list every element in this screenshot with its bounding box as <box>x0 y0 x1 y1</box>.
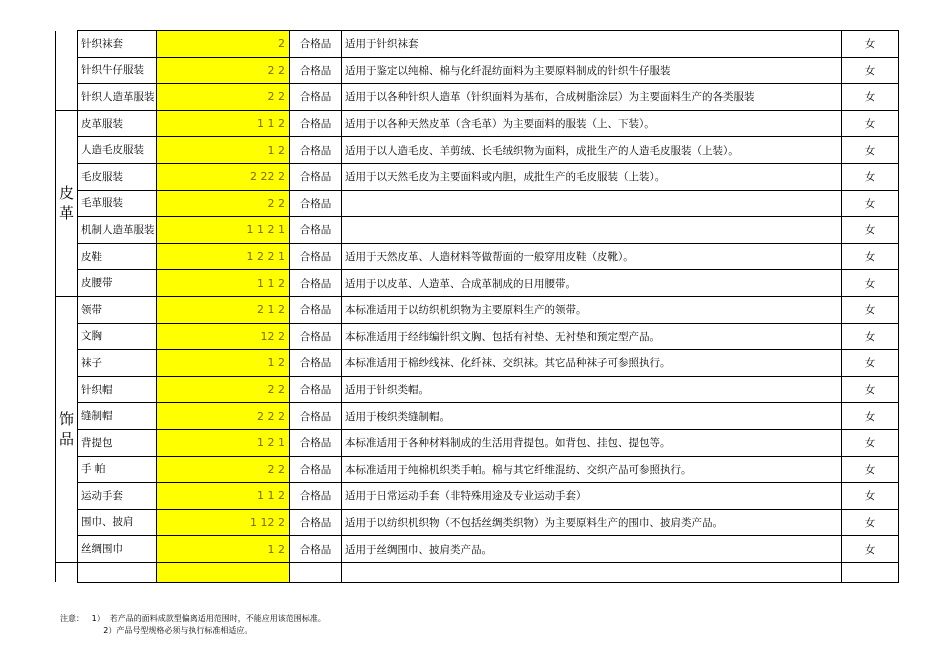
gender-cell: 女 <box>842 483 899 510</box>
quality-grade: 合格品 <box>290 243 342 270</box>
table-row <box>56 323 899 350</box>
table-row <box>56 217 899 244</box>
spec-codes: 1 2 <box>157 536 290 563</box>
applicable-scope: 本标准适用于棉纱线袜、化纤袜、交织袜。其它品种袜子可参照执行。 <box>342 350 842 377</box>
quality-grade: 合格品 <box>290 323 342 350</box>
table-row <box>56 137 899 164</box>
gender-cell: 女 <box>842 323 899 350</box>
gender-cell: 女 <box>842 429 899 456</box>
category-label: 饰品 <box>56 296 78 562</box>
gender-cell: 女 <box>842 296 899 323</box>
table-row <box>56 403 899 430</box>
table-row <box>56 31 899 58</box>
gender-cell: 女 <box>842 110 899 137</box>
gender-cell: 女 <box>842 190 899 217</box>
product-name: 运动手套 <box>78 483 157 510</box>
applicable-scope: 适用于天然皮革、人造材料等做帮面的一般穿用皮鞋（皮靴）。 <box>342 243 842 270</box>
gender-cell: 女 <box>842 536 899 563</box>
table-row <box>56 536 899 563</box>
product-name: 皮革服装 <box>78 110 157 137</box>
quality-grade: 合格品 <box>290 376 342 403</box>
footnote-1: 注意： 1） 若产品的面料成款型偏离适用范围时，不能应用该范围标准。 <box>60 614 326 623</box>
category-label: 皮革 <box>56 110 78 296</box>
spec-codes: 2 1 2 <box>157 296 290 323</box>
product-name: 领带 <box>78 296 157 323</box>
product-name: 毛革服装 <box>78 190 157 217</box>
spec-codes: 2 2 <box>157 57 290 84</box>
gender-cell: 女 <box>842 376 899 403</box>
product-name: 丝绸围巾 <box>78 536 157 563</box>
applicable-scope: 本标准适用于纯棉机织类手帕。棉与其它纤维混纺、交织产品可参照执行。 <box>342 456 842 483</box>
quality-grade: 合格品 <box>290 509 342 536</box>
spec-codes: 2 2 <box>157 456 290 483</box>
product-name: 针织帽 <box>78 376 157 403</box>
table-row <box>56 57 899 84</box>
applicable-scope: 适用于针织类帽。 <box>342 376 842 403</box>
gender-cell: 女 <box>842 350 899 377</box>
applicable-scope: 适用于以各种天然皮革（含毛革）为主要面料的服装（上、下装）。 <box>342 110 842 137</box>
spec-codes: 1 2 <box>157 137 290 164</box>
applicable-scope: 本标准适用于各种材料制成的生活用背提包。如背包、挂包、提包等。 <box>342 429 842 456</box>
quality-grade: 合格品 <box>290 296 342 323</box>
product-name: 缝制帽 <box>78 403 157 430</box>
applicable-scope: 适用于针织袜套 <box>342 31 842 58</box>
applicable-scope: 本标准适用于以纺织机织物为主要原料生产的领带。 <box>342 296 842 323</box>
table-row <box>56 429 899 456</box>
quality-grade: 合格品 <box>290 456 342 483</box>
product-name: 围巾、披肩 <box>78 509 157 536</box>
quality-grade: 合格品 <box>290 190 342 217</box>
spec-codes: 12 2 <box>157 323 290 350</box>
spec-codes: 1 1 2 <box>157 270 290 297</box>
quality-grade: 合格品 <box>290 217 342 244</box>
table-row <box>56 110 899 137</box>
gender-cell: 女 <box>842 217 899 244</box>
gender-cell: 女 <box>842 57 899 84</box>
applicable-scope: 适用于以人造毛皮、羊剪绒、长毛绒织物为面料，成批生产的人造毛皮服装（上装）。 <box>342 137 842 164</box>
spec-codes: 1 1 2 1 <box>157 217 290 244</box>
gender-cell: 女 <box>842 243 899 270</box>
table-row <box>56 296 899 323</box>
quality-grade: 合格品 <box>290 536 342 563</box>
blank-cell <box>342 562 842 582</box>
gender-cell: 女 <box>842 31 899 58</box>
product-name: 皮腰带 <box>78 270 157 297</box>
applicable-scope: 适用于梭织类缝制帽。 <box>342 403 842 430</box>
product-name: 皮鞋 <box>78 243 157 270</box>
quality-grade: 合格品 <box>290 31 342 58</box>
product-name: 针织牛仔服装 <box>78 57 157 84</box>
spec-codes: 1 12 2 <box>157 509 290 536</box>
product-name: 机制人造革服装 <box>78 217 157 244</box>
gender-cell: 女 <box>842 403 899 430</box>
applicable-scope: 适用于以各种针织人造革（针织面料为基布，合成树脂涂层）为主要面料生产的各类服装 <box>342 84 842 111</box>
spec-codes: 2 2 <box>157 190 290 217</box>
product-name: 针织袜套 <box>78 31 157 58</box>
category-blank <box>56 57 78 84</box>
table-row <box>56 84 899 111</box>
blank-row <box>56 562 899 582</box>
quality-grade: 合格品 <box>290 84 342 111</box>
applicable-scope <box>342 217 842 244</box>
gender-cell: 女 <box>842 509 899 536</box>
table-row <box>56 350 899 377</box>
gender-cell: 女 <box>842 137 899 164</box>
applicable-scope: 适用于日常运动手套（非特殊用途及专业运动手套） <box>342 483 842 510</box>
spec-codes: 1 2 1 <box>157 429 290 456</box>
quality-grade: 合格品 <box>290 57 342 84</box>
gender-cell: 女 <box>842 84 899 111</box>
applicable-scope: 适用于以天然毛皮为主要面料或内胆，成批生产的毛皮服装（上装）。 <box>342 163 842 190</box>
applicable-scope: 适用于丝绸围巾、披肩类产品。 <box>342 536 842 563</box>
spec-codes: 1 1 2 <box>157 110 290 137</box>
applicable-scope <box>342 190 842 217</box>
quality-grade: 合格品 <box>290 350 342 377</box>
blank-cell <box>78 562 157 582</box>
table-row <box>56 163 899 190</box>
table-row <box>56 376 899 403</box>
quality-grade: 合格品 <box>290 163 342 190</box>
product-name: 针织人造革服装 <box>78 84 157 111</box>
spec-codes: 2 2 2 <box>157 403 290 430</box>
applicable-scope: 适用于鉴定以纯棉、棉与化纤混纺面料为主要原料制成的针织牛仔服装 <box>342 57 842 84</box>
table-row <box>56 456 899 483</box>
product-name: 文胸 <box>78 323 157 350</box>
spec-codes: 1 2 2 1 <box>157 243 290 270</box>
gender-cell: 女 <box>842 270 899 297</box>
footnotes <box>60 613 326 637</box>
footnote-2: 2）产品号型规格必须与执行标准相适应。 <box>60 626 253 635</box>
table-row <box>56 509 899 536</box>
quality-grade: 合格品 <box>290 110 342 137</box>
quality-grade: 合格品 <box>290 483 342 510</box>
applicable-scope: 适用于以纺织机织物（不包括丝绸类织物）为主要原料生产的围巾、披肩类产品。 <box>342 509 842 536</box>
gender-cell: 女 <box>842 163 899 190</box>
table-row <box>56 243 899 270</box>
spec-codes: 1 1 2 <box>157 483 290 510</box>
product-name: 背提包 <box>78 429 157 456</box>
table-row <box>56 270 899 297</box>
blank-cell <box>56 562 78 582</box>
category-blank <box>56 31 78 58</box>
quality-grade: 合格品 <box>290 270 342 297</box>
table-row <box>56 483 899 510</box>
quality-grade: 合格品 <box>290 403 342 430</box>
table-row <box>56 190 899 217</box>
product-name: 毛皮服装 <box>78 163 157 190</box>
product-name: 手 帕 <box>78 456 157 483</box>
spec-codes: 2 2 <box>157 376 290 403</box>
quality-grade: 合格品 <box>290 429 342 456</box>
category-blank <box>56 84 78 111</box>
quality-grade: 合格品 <box>290 137 342 164</box>
spec-codes: 1 2 <box>157 350 290 377</box>
blank-cell <box>842 562 899 582</box>
product-name: 人造毛皮服装 <box>78 137 157 164</box>
spec-codes: 2 2 <box>157 84 290 111</box>
gender-cell: 女 <box>842 456 899 483</box>
standards-table <box>55 30 899 583</box>
blank-cell <box>157 562 290 582</box>
product-name: 袜子 <box>78 350 157 377</box>
spec-codes: 2 22 2 <box>157 163 290 190</box>
applicable-scope: 适用于以皮革、人造革、合成革制成的日用腰带。 <box>342 270 842 297</box>
spec-codes: 2 <box>157 31 290 58</box>
blank-cell <box>290 562 342 582</box>
applicable-scope: 本标准适用于经纬编针织文胸、包括有衬垫、无衬垫和预定型产品。 <box>342 323 842 350</box>
